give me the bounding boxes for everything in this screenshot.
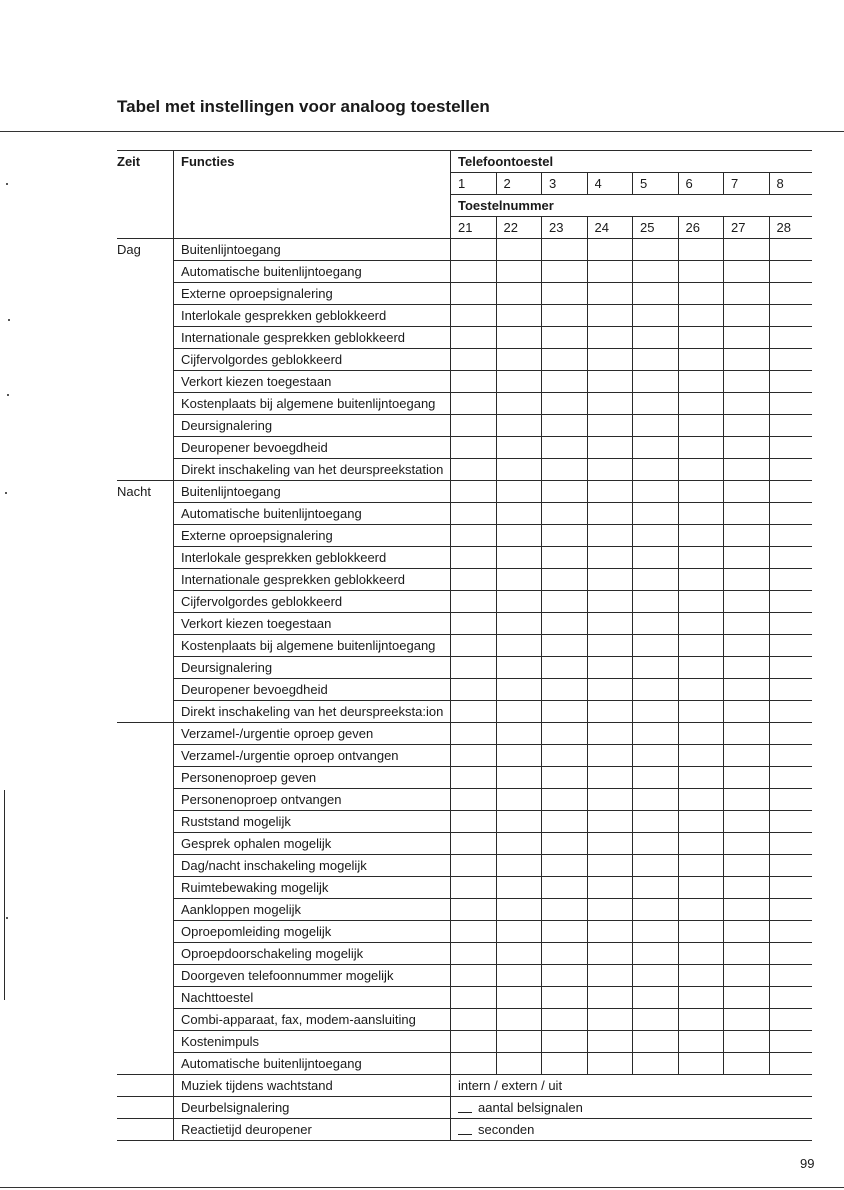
function-label: Direkt inschakeling van het deurspreekstation: [181, 462, 444, 477]
extension-number-header: 23: [549, 220, 564, 235]
section-divider: [117, 1074, 173, 1075]
function-label: Cijfervolgordes geblokkeerd: [181, 352, 343, 367]
extension-column-divider: [496, 216, 497, 238]
phones-column-left-border: [450, 150, 451, 1140]
function-label: Automatische buitenlijntoegang: [181, 264, 362, 279]
col-header-time: Zeit: [117, 154, 141, 169]
global-setting-value: seconden: [478, 1122, 535, 1137]
scan-speck: [6, 917, 8, 919]
function-label: Personenoproep geven: [181, 770, 317, 785]
function-label: Interlokale gesprekken geblokkeerd: [181, 550, 387, 565]
function-label: Verzamel-/urgentie oproep ontvangen: [181, 748, 399, 763]
global-row-divider: [117, 1140, 812, 1141]
page-title: Tabel met instellingen voor analoog toestellen: [117, 97, 490, 116]
phone-number-header: 1: [458, 176, 466, 191]
extension-column-divider: [541, 216, 542, 238]
phones-group-label: Telefoontoestel: [458, 154, 554, 169]
phone-number-header: 6: [685, 176, 693, 191]
phone-column-divider: [541, 238, 542, 1074]
function-label: Kostenimpuls: [181, 1034, 260, 1049]
function-label: Verzamel-/urgentie oproep geven: [181, 726, 374, 741]
phone-number-header: 3: [549, 176, 557, 191]
input-blank[interactable]: [458, 1134, 472, 1135]
extension-group-label: Toestelnummer: [458, 198, 554, 213]
section-divider: [117, 722, 173, 723]
global-setting-label: Deurbelsignalering: [181, 1100, 290, 1115]
scan-speck: [8, 319, 10, 321]
phone-column-divider: [587, 238, 588, 1074]
extension-column-divider: [769, 216, 770, 238]
extension-column-divider: [632, 216, 633, 238]
extension-column-divider: [723, 216, 724, 238]
function-label: Buitenlijntoegang: [181, 242, 281, 257]
section-label: Nacht: [117, 484, 151, 499]
phone-column-divider: [632, 172, 633, 194]
scan-speck: [5, 492, 7, 494]
functions-column-left-border: [173, 150, 174, 1140]
function-label: Doorgeven telefoonnummer mogelijk: [181, 968, 394, 983]
function-label: Automatische buitenlijntoegang: [181, 506, 362, 521]
extension-number-header: 24: [594, 220, 609, 235]
phone-column-divider: [723, 238, 724, 1074]
phone-column-divider: [769, 238, 770, 1074]
function-label: Verkort kiezen toegestaan: [181, 374, 332, 389]
col-header-functions: Functies: [181, 154, 235, 169]
function-label: Ruimtebewaking mogelijk: [181, 880, 329, 895]
function-label: Ruststand mogelijk: [181, 814, 291, 829]
function-label: Kostenplaats bij algemene buitenlijntoegang: [181, 638, 436, 653]
phone-number-header: 8: [776, 176, 784, 191]
global-setting-label: Reactietijd deuropener: [181, 1122, 312, 1137]
global-setting-value: aantal belsignalen: [478, 1100, 583, 1115]
function-label: Externe oproepsignalering: [181, 286, 333, 301]
function-label: Internationale gesprekken geblokkeerd: [181, 572, 406, 587]
extension-number-header: 22: [503, 220, 518, 235]
phone-column-divider: [496, 172, 497, 194]
extension-number-header: 28: [776, 220, 791, 235]
phone-number-header: 2: [503, 176, 511, 191]
extension-number-header: 26: [685, 220, 700, 235]
function-label: Interlokale gesprekken geblokkeerd: [181, 308, 387, 323]
phone-column-divider: [678, 238, 679, 1074]
extension-column-divider: [587, 216, 588, 238]
phone-column-divider: [723, 172, 724, 194]
section-label: Dag: [117, 242, 141, 257]
function-label: Verkort kiezen toegestaan: [181, 616, 332, 631]
scan-edge-line: [4, 790, 5, 1000]
scan-speck: [7, 394, 9, 396]
function-label: Oproepdoorschakeling mogelijk: [181, 946, 364, 961]
function-label: Internationale gesprekken geblokkeerd: [181, 330, 406, 345]
extension-number-header: 25: [640, 220, 655, 235]
phone-column-divider: [678, 172, 679, 194]
page-number: 99: [800, 1156, 815, 1171]
phone-column-divider: [769, 172, 770, 194]
phone-number-header: 5: [640, 176, 648, 191]
phone-number-header: 7: [731, 176, 739, 191]
extension-column-divider: [678, 216, 679, 238]
function-label: Automatische buitenlijntoegang: [181, 1056, 362, 1071]
function-label: Deursignalering: [181, 660, 273, 675]
phone-column-divider: [632, 238, 633, 1074]
function-label: Cijfervolgordes geblokkeerd: [181, 594, 343, 609]
footer-rule: [0, 1187, 844, 1188]
function-label: Deuropener bevoegdheid: [181, 682, 328, 697]
phone-column-divider: [587, 172, 588, 194]
function-label: Aankloppen mogelijk: [181, 902, 301, 917]
function-label: Buitenlijntoegang: [181, 484, 281, 499]
function-label: Personenoproep ontvangen: [181, 792, 342, 807]
phone-number-header: 4: [594, 176, 602, 191]
global-setting-label: Muziek tijdens wachtstand: [181, 1078, 333, 1093]
phone-column-divider: [541, 172, 542, 194]
extension-number-header: 21: [458, 220, 473, 235]
function-label: Gesprek ophalen mogelijk: [181, 836, 332, 851]
phone-column-divider: [496, 238, 497, 1074]
scan-speck: [6, 183, 8, 185]
input-blank[interactable]: [458, 1112, 472, 1113]
global-setting-value: intern / extern / uit: [458, 1078, 563, 1093]
function-label: Deursignalering: [181, 418, 273, 433]
function-label: Dag/nacht inschakeling mogelijk: [181, 858, 367, 873]
function-label: Deuropener bevoegdheid: [181, 440, 328, 455]
function-label: Kostenplaats bij algemene buitenlijntoegang: [181, 396, 436, 411]
function-label: Nachttoestel: [181, 990, 254, 1005]
extension-number-header: 27: [731, 220, 746, 235]
function-label: Externe oproepsignalering: [181, 528, 333, 543]
function-label: Oproepomleiding mogelijk: [181, 924, 332, 939]
function-label: Combi-apparaat, fax, modem-aansluiting: [181, 1012, 416, 1027]
function-label: Direkt inschakeling van het deurspreeksta:ion: [181, 704, 444, 719]
